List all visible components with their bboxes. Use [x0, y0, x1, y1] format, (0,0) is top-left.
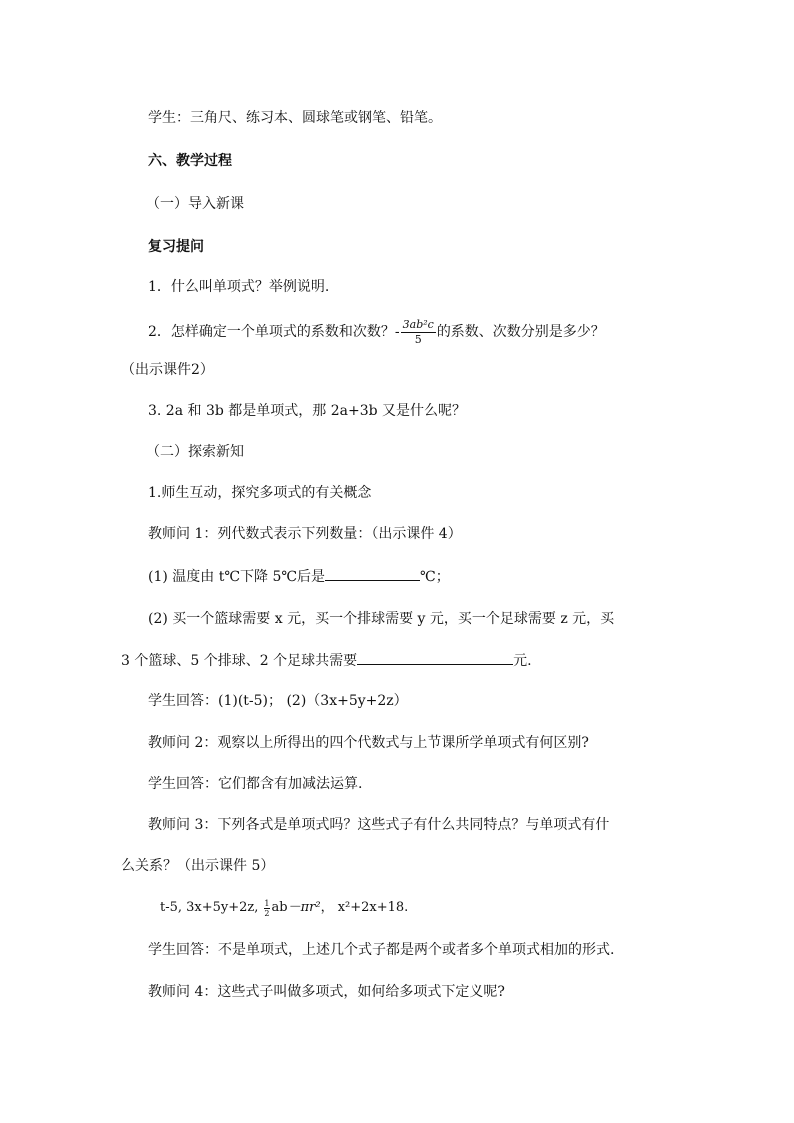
fraction-denominator: 5: [414, 332, 422, 346]
item-2-text: 3 个篮球、5 个排球、2 个足球共需要: [121, 653, 358, 669]
materials-line: 学生：三角尺、练习本、圆球笔或钢笔、铅笔。: [148, 110, 442, 126]
question-2-text: 2．怎样确定一个单项式的系数和次数？: [148, 324, 395, 340]
question-2-tail: 的系数、次数分别是多少？: [436, 324, 605, 340]
activity-1-heading: 1.师生互动，探究多项式的有关概念: [148, 485, 372, 501]
item-2-balls: (2) 买一个篮球需要 x 元，买一个排球需要 y 元，买一个足球需要 z 元，买: [148, 611, 615, 627]
student-answer-1: 学生回答：(1)(t-5)； (2)（3x+5y+2z）: [148, 693, 408, 709]
expression-pi-r-squared: －πr²: [287, 900, 321, 915]
courseware-note-2: （出示课件2）: [121, 362, 214, 378]
expression-list-part-1: t-5, 3x+5y+2z,: [160, 900, 259, 915]
fraction-numerator: 3ab²c: [402, 317, 434, 331]
section-heading-teaching-process: 六、教学过程: [148, 153, 232, 169]
item-2-continued: [121, 650, 532, 671]
review-heading: 复习提问: [148, 239, 204, 255]
fraction-3ab2c-over-5: [401, 318, 436, 347]
question-1: 1．什么叫单项式？举例说明.: [148, 279, 330, 295]
teacher-question-1: 教师问 1：列代数式表示下列数量：（出示课件 4）: [148, 526, 462, 542]
item-2-unit: 元.: [513, 653, 532, 669]
item-1-temperature: [148, 566, 450, 587]
one-half-numerator: 1: [264, 898, 270, 908]
question-2: [148, 310, 605, 354]
subsection-explore: （二）探索新知: [146, 444, 244, 460]
fraction-one-half: [264, 899, 269, 918]
expression-list-part-2: ， x²+2x+18.: [320, 900, 409, 915]
expression-list: [160, 891, 408, 925]
answer-blank-1: [325, 566, 420, 581]
answer-blank-2: [357, 650, 513, 665]
teacher-question-2: 教师问 2：观察以上所得出的四个代数式与上节课所学单项式有何区别?: [148, 735, 589, 751]
one-half-denominator: 2: [264, 908, 270, 918]
student-answer-2: 学生回答：它们都含有加减法运算.: [148, 776, 363, 792]
student-answer-3: 学生回答：不是单项式，上述几个式子都是两个或者多个单项式相加的形式.: [148, 942, 615, 958]
teacher-question-4: 教师问 4：这些式子叫做多项式，如何给多项式下定义呢?: [148, 984, 505, 1000]
subsection-intro: （一）导入新课: [146, 196, 244, 212]
item-1-text: (1) 温度由 t℃下降 5℃后是: [148, 569, 326, 585]
teacher-question-3: 教师问 3：下列各式是单项式吗？这些式子有什么共同特点？与单项式有什: [148, 817, 610, 833]
teacher-question-3-continued: 么关系？（出示课件 5）: [121, 858, 275, 874]
expression-ab: ab: [271, 900, 288, 915]
minus-sign: -: [394, 324, 400, 340]
item-1-unit: ℃；: [420, 569, 450, 585]
question-3: 3. 2a 和 3b 都是单项式，那 2a+3b 又是什么呢？: [148, 403, 467, 419]
